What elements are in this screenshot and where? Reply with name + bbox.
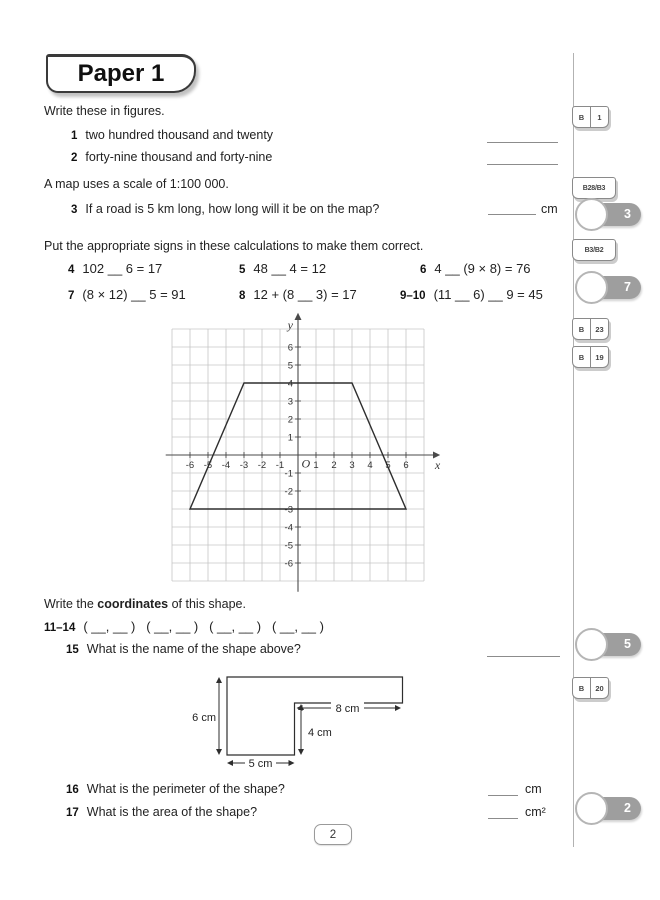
svg-text:O: O (301, 456, 311, 471)
equation: 48 __ 4 = 12 (253, 261, 327, 276)
book-page-label: B28/B3 (582, 184, 606, 192)
book-reference-badge (572, 677, 609, 699)
answer-line (487, 656, 560, 657)
page-number: 2 (329, 828, 337, 841)
question-1 (71, 128, 273, 142)
book-reference-badge (572, 318, 609, 340)
book-page-label: 20 (590, 678, 608, 698)
question-16 (66, 782, 285, 796)
question-number: 7 (68, 290, 75, 302)
question-2 (71, 150, 272, 164)
question-6 (420, 261, 531, 276)
question-text: forty-nine thousand and forty-nine (85, 150, 273, 164)
paper-title: Paper 1 (77, 60, 165, 87)
svg-text:-4: -4 (284, 522, 293, 534)
svg-text:-4: -4 (221, 460, 231, 471)
svg-text:-1: -1 (284, 468, 293, 480)
svg-text:-6: -6 (284, 558, 293, 570)
question-11-14 (44, 619, 324, 634)
instruction-text-bold: coordinates (97, 597, 169, 611)
equation: (11 __ 6) __ 9 = 45 (433, 287, 543, 302)
question-text: What is the area of the shape? (86, 805, 258, 819)
question-7 (68, 287, 186, 302)
question-number: 9–10 (400, 290, 426, 302)
svg-text:-6: -6 (185, 460, 195, 471)
score-value: 5 (624, 637, 631, 651)
unit-label: cm² (525, 805, 546, 819)
score-circle (575, 271, 608, 304)
answer-line (487, 164, 558, 165)
book-page-label: B3/B2 (584, 246, 604, 254)
equation: 102 __ 6 = 17 (82, 261, 163, 276)
svg-text:-3: -3 (239, 460, 249, 471)
score-circle (575, 792, 608, 825)
question-5 (239, 261, 326, 276)
svg-text:-5: -5 (203, 460, 213, 471)
score-value: 7 (624, 280, 631, 294)
svg-text:-2: -2 (284, 486, 293, 498)
paper-title-box (46, 54, 196, 93)
question-text: two hundred thousand and twenty (85, 128, 274, 142)
question-number: 5 (239, 264, 246, 276)
unit-label: cm (525, 782, 542, 796)
score-badge (575, 628, 645, 662)
question-3 (71, 202, 379, 216)
margin-rule (573, 53, 574, 847)
book-page-label: B (578, 324, 585, 334)
question-number: 3 (71, 204, 78, 216)
instruction-text: Write the (44, 597, 98, 611)
question-number: 15 (66, 644, 79, 656)
question-17 (66, 805, 257, 819)
equation: 4 __ (9 × 8) = 76 (434, 261, 531, 276)
svg-text:3: 3 (349, 460, 355, 471)
svg-text:5: 5 (385, 460, 391, 471)
svg-text:4 cm: 4 cm (308, 727, 332, 739)
score-badge (575, 271, 645, 305)
book-reference-badge (572, 177, 616, 199)
svg-text:1: 1 (313, 460, 319, 471)
question-number: 8 (239, 290, 246, 302)
question-8 (239, 287, 357, 302)
svg-text:4: 4 (287, 378, 293, 390)
book-page-label: B (578, 683, 585, 693)
coordinate-blanks: ( __, __ ) ( __, __ ) ( __, __ ) ( __, __ ) (83, 619, 324, 634)
book-reference-badge (572, 346, 609, 368)
book-page-label: B (578, 112, 585, 122)
question-number: 1 (71, 130, 78, 142)
svg-text:-3: -3 (284, 504, 293, 516)
lshape-figure (180, 666, 440, 784)
score-circle (575, 198, 608, 231)
svg-text:4: 4 (367, 460, 373, 471)
svg-text:3: 3 (287, 396, 293, 408)
equation: (8 × 12) __ 5 = 91 (82, 287, 186, 302)
instruction-write-figures: Write these in figures. (44, 104, 165, 118)
question-9-10 (400, 287, 543, 302)
score-value: 2 (624, 801, 631, 815)
svg-text:2: 2 (287, 414, 293, 426)
answer-line (488, 214, 536, 215)
svg-text:6: 6 (287, 342, 293, 354)
answer-line (487, 142, 558, 143)
svg-text:5 cm: 5 cm (248, 758, 273, 770)
question-number: 2 (71, 152, 78, 164)
question-15 (66, 642, 301, 656)
instruction-signs: Put the appropriate signs in these calculations to make them correct. (44, 239, 424, 253)
page-number-box (314, 824, 352, 845)
question-text: If a road is 5 km long, how long will it be on the map? (85, 202, 380, 216)
question-text: What is the perimeter of the shape? (86, 782, 285, 796)
question-4 (68, 261, 162, 276)
instruction-text: of this shape. (168, 597, 246, 611)
book-reference-badge (572, 239, 616, 261)
score-value: 3 (624, 207, 631, 221)
score-badge (575, 792, 645, 826)
question-number: 11–14 (44, 622, 76, 634)
book-reference-badge (572, 106, 609, 128)
instruction-coordinates (44, 597, 246, 612)
book-page-label: B (578, 352, 585, 362)
unit-label: cm (541, 202, 558, 216)
question-number: 16 (66, 784, 79, 796)
question-number: 4 (68, 264, 75, 276)
answer-line (488, 818, 518, 819)
question-number: 17 (66, 807, 79, 819)
score-badge (575, 198, 645, 232)
svg-text:-5: -5 (284, 540, 293, 552)
score-circle (575, 628, 608, 661)
question-number: 6 (420, 264, 427, 276)
svg-text:x: x (434, 458, 441, 472)
svg-text:8 cm: 8 cm (335, 703, 360, 715)
instruction-map-scale: A map uses a scale of 1:100 000. (44, 177, 229, 191)
svg-text:6 cm: 6 cm (192, 712, 216, 724)
answer-line (488, 795, 518, 796)
svg-text:5: 5 (287, 360, 293, 372)
question-text: What is the name of the shape above? (86, 642, 301, 656)
svg-text:1: 1 (287, 432, 293, 444)
equation: 12 + (8 __ 3) = 17 (253, 287, 357, 302)
coordinate-grid-figure (148, 311, 448, 596)
book-page-label: 23 (590, 319, 608, 339)
svg-text:2: 2 (331, 460, 337, 471)
svg-text:-1: -1 (275, 460, 285, 471)
svg-text:6: 6 (403, 460, 409, 471)
book-page-label: 1 (590, 107, 608, 127)
book-page-label: 19 (590, 347, 608, 367)
svg-text:y: y (287, 317, 293, 332)
svg-text:-2: -2 (257, 460, 267, 471)
